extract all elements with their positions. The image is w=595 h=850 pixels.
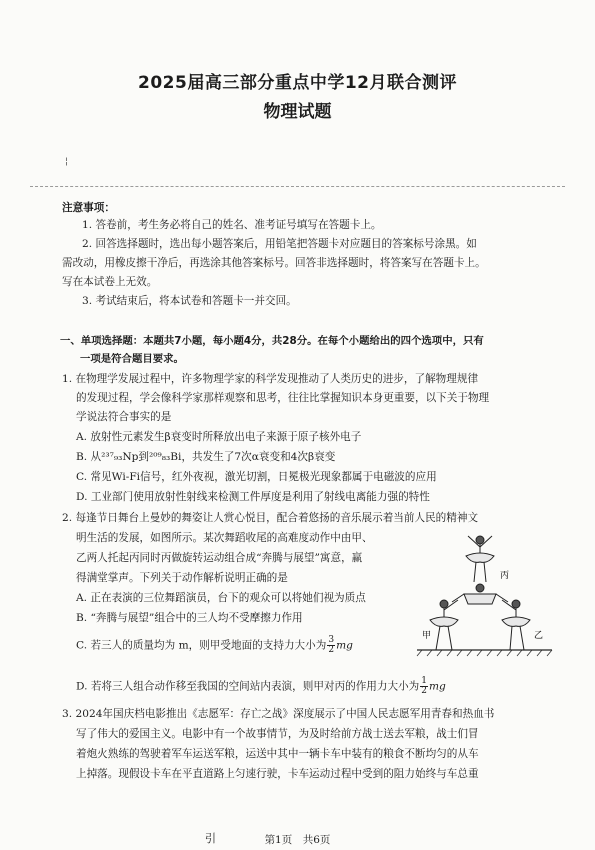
dashed-divider xyxy=(30,186,565,187)
fraction: $\frac{1}{2}$ xyxy=(421,676,427,696)
label-bing: 丙 xyxy=(500,571,510,581)
label-yi: 乙 xyxy=(534,631,544,641)
nuclide-np: ²³⁷₉₃Np xyxy=(101,451,139,463)
q3-stem: 写了伟大的爱国主义。电影中有一个故事情节，为及时给前方战士送去军粮，战士们冒 xyxy=(76,728,479,740)
dancer-bing xyxy=(466,536,494,582)
fraction: $\frac{3}{2}$ xyxy=(328,635,335,655)
q1-option-c: C. 常见Wi-Fi信号，红外夜视，激光切割，日冕极光现象都属于电磁波的应用 xyxy=(76,471,437,483)
exam-subtitle: 物理试题 xyxy=(263,102,332,122)
q2-option-d: D. 若将三人组合动作移至我国的空间站内表演，则甲对丙的作用力大小为 $\frac{1}{2}$ mg xyxy=(76,676,446,696)
note-line: 需改动，用橡皮擦干净后，再选涂其他答案标号。回答非选择题时，将答案写在答题卡上。 xyxy=(62,257,486,269)
q1-option-a: A. 放射性元素发生β衰变时所释放出电子来源于原子核外电子 xyxy=(76,431,362,443)
page-number: 第1页 共6页 xyxy=(264,834,331,846)
ground-hatch xyxy=(417,650,552,656)
q1-option-b: B. 从²³⁷₉₃Np到²⁰⁹₈₃Bi，共发生了7次α衰变和4次β衰变 xyxy=(76,451,336,463)
q1-stem: 的发现过程，学会像科学家那样观察和思考，往往比掌握知识本身更重要，以下关于物理 xyxy=(76,392,490,404)
dancers-figure xyxy=(412,532,557,662)
q1-option-d: D. 工业部门使用放射性射线来检测工件厚度是利用了射线电离能力强的特性 xyxy=(76,491,430,503)
q2-option-c: C. 若三人的质量均为 m，则甲受地面的支持力大小为 $\frac{3}{2}$ mg xyxy=(76,635,353,655)
q3-stem: 着炮火熟练的驾驶着军车运送军粮，运送中其中一辆卡车中装有的粮食不断均匀的从车 xyxy=(76,748,479,760)
q2-stem: 明生活的发展，如图所示。某次舞蹈收尾的高难度动作中由甲、 xyxy=(76,532,373,544)
section-heading-cont: 一项是符合题目要求。 xyxy=(80,353,184,365)
dancer-middle xyxy=(452,584,508,604)
q3-stem: 3. 2024年国庆档电影推出《志愿军：存亡之战》深度展示了中国人民志愿军用青春和热血书 xyxy=(62,708,495,720)
q2-stem: 2. 每逢节日舞台上曼妙的舞姿让人赏心悦目，配合着悠扬的音乐展示着当前人民的精神文 xyxy=(62,512,479,524)
q2-option-b: B. “奔腾与展望”组合中的三人均不受摩擦力作用 xyxy=(76,612,303,624)
q3-stem: 上掉落。现假设卡车在平直道路上匀速行驶，卡车运动过程中受到的阻力始终与车总重 xyxy=(76,768,479,780)
note-line: 1. 答卷前，考生务必将自己的姓名、准考证号填写在答题卡上。 xyxy=(82,219,382,231)
q1-stem: 学说法符合事实的是 xyxy=(76,411,172,423)
note-line: 2. 回答选择题时，选出每小题答案后，用铅笔把答题卡对应题目的答案标号涂黑。如 xyxy=(82,238,477,250)
section-heading: 一、单项选择题：本题共7小题，每小题4分，共28分。在每个小题给出的四个选项中，只有 xyxy=(60,335,484,347)
label-jia: 甲 xyxy=(422,631,432,641)
q2-stem: 得满堂掌声。下列关于动作解析说明正确的是 xyxy=(76,572,288,584)
q1-stem: 1. 在物理学发展过程中，许多物理学家的科学发现推动了人类历史的进步，了解物理规律 xyxy=(62,373,479,385)
note-line: 写在本试卷上无效。 xyxy=(62,276,158,288)
footer-mark: 引 xyxy=(205,832,216,845)
dancer-yi xyxy=(502,600,530,650)
margin-mark: ¦ xyxy=(65,157,69,167)
dancer-jia xyxy=(430,600,458,650)
note-line: 3. 考试结束后，将本试卷和答题卡一并交回。 xyxy=(82,295,297,307)
q2-stem: 乙两人托起丙同时丙做旋转运动组合成“奔腾与展望”寓意，赢 xyxy=(76,552,363,564)
nuclide-bi: ²⁰⁹₈₃Bi xyxy=(149,451,182,463)
notes-heading: 注意事项： xyxy=(62,202,115,214)
q2-option-a: A. 正在表演的三位舞蹈演员，台下的观众可以将她们视为质点 xyxy=(76,592,366,604)
exam-title: 2025届高三部分重点中学12月联合测评 xyxy=(138,73,457,93)
